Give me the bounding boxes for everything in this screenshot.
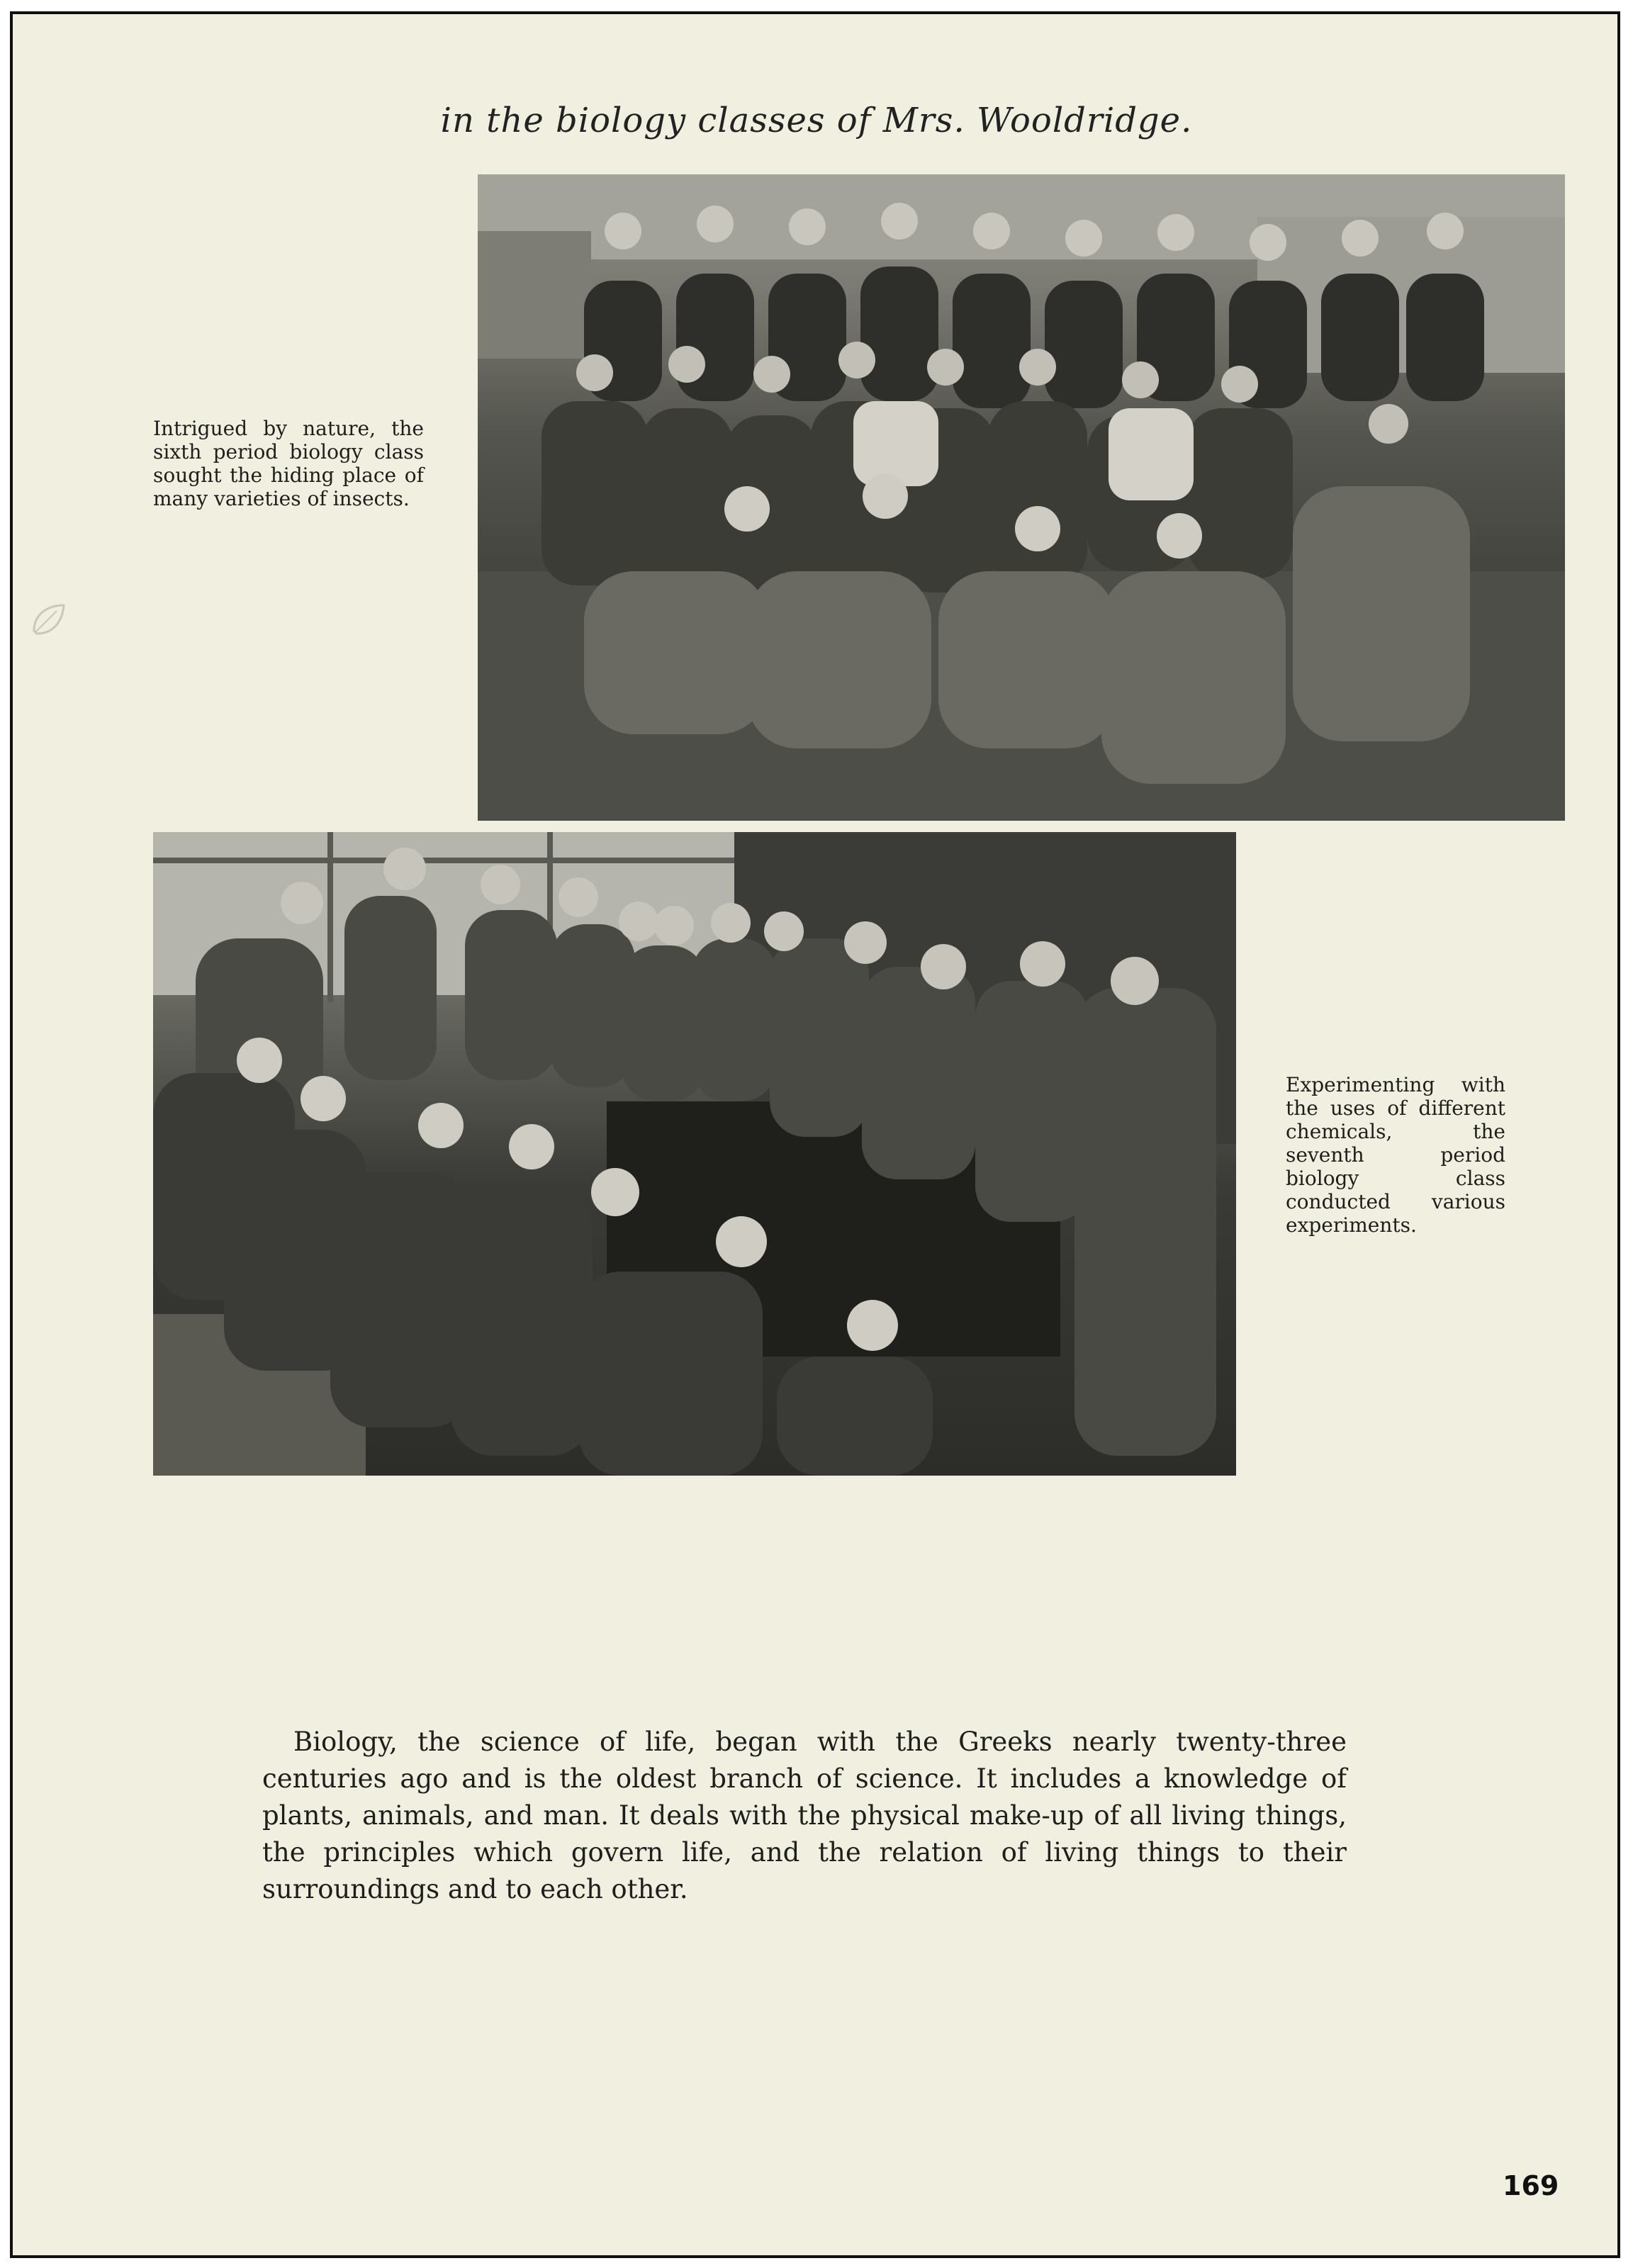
seventh-period-class-photo [153, 832, 1236, 1476]
page-number: 169 [1503, 2170, 1559, 2201]
body-paragraph: Biology, the science of life, began with the Greeks nearly twenty-three centuries ago and is the oldest branch of science. It includes a knowledge of plants, animals, and man. It deals with the physical make-up of all living things, the principles which govern life, and the relation of living things to their surroundings and to each other. [262, 1727, 1347, 1904]
sixth-period-class-photo [478, 174, 1565, 821]
sixth-period-caption: Intrigued by nature, the sixth period biology class sought the hiding place of many varieties of insects. [153, 417, 424, 510]
page-title: in the biology classes of Mrs. Wooldridge. [440, 101, 1193, 140]
seventh-period-caption: Experimenting with the uses of different chemicals, the seventh period biology class conducted various experiments. [1286, 1073, 1505, 1237]
leaf-icon [28, 600, 68, 639]
